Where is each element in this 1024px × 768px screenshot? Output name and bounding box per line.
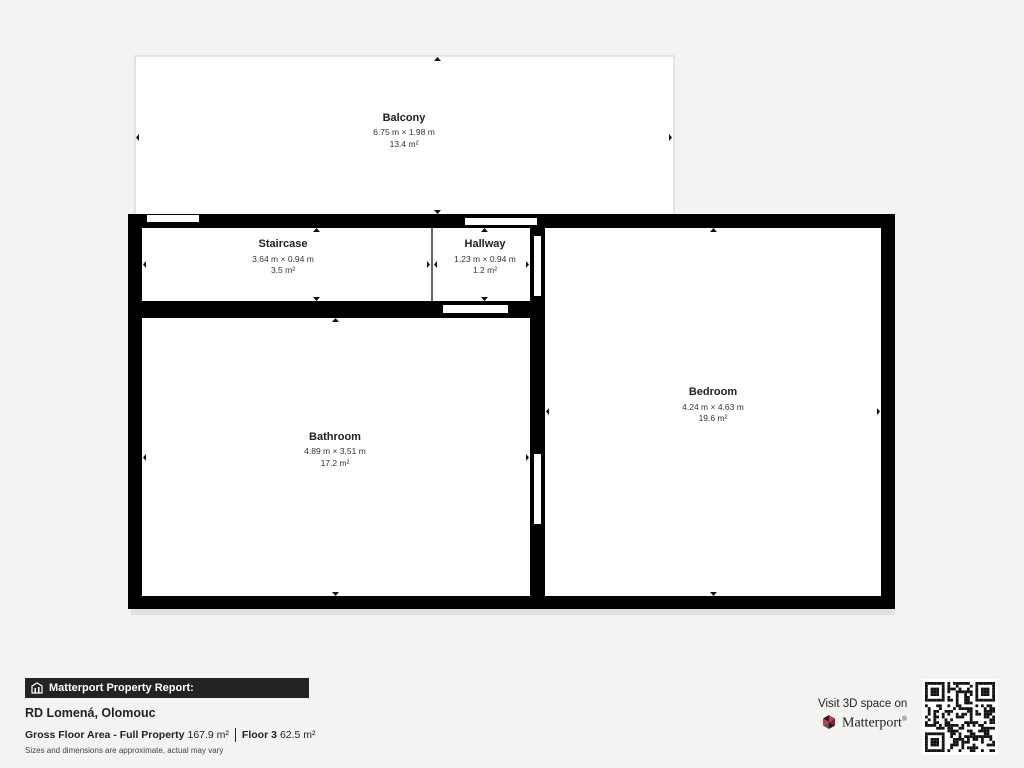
room-bathroom — [142, 318, 530, 596]
room-name: Balcony — [382, 112, 426, 124]
visit-3d-text: Visit 3D space on — [818, 698, 908, 710]
floor-area-summary — [25, 728, 316, 742]
room-dimensions: 4.24 m × 4.63 m — [682, 402, 744, 412]
window-hallway-bathroom — [443, 305, 508, 313]
qr-code-icon — [922, 679, 998, 755]
matterport-logo-icon — [820, 714, 838, 732]
divider — [235, 728, 236, 742]
report-title-bar — [25, 678, 309, 698]
floor-label: Floor 3 — [241, 729, 277, 741]
room-dimensions: 1.23 m × 0.94 m — [454, 254, 516, 264]
qr-code[interactable] — [922, 679, 998, 755]
room-dimensions: 3.64 m × 0.94 m — [252, 254, 314, 264]
window-top-hallway — [465, 218, 537, 225]
room-bedroom — [545, 228, 881, 596]
door-hallway-bedroom — [534, 236, 541, 296]
matterport-wordmark: Matterport® — [842, 714, 908, 731]
room-area: 13.4 m² — [389, 139, 419, 149]
room-dimensions: 6.75 m × 1.98 m — [373, 127, 435, 137]
room-name: Bathroom — [309, 431, 361, 443]
room-name: Staircase — [258, 238, 308, 250]
room-name: Hallway — [464, 238, 506, 250]
report-title: Matterport Property Report: — [49, 682, 194, 694]
room-area: 17.2 m² — [320, 458, 350, 468]
building-icon — [31, 682, 43, 694]
gross-area-label: Gross Floor Area - Full Property — [25, 729, 185, 741]
disclaimer: Sizes and dimensions are approximate, actual may vary — [25, 746, 224, 755]
room-dimensions: 4.89 m × 3.51 m — [304, 446, 366, 456]
room-name: Bedroom — [688, 386, 738, 398]
property-address: RD Lomená, Olomouc — [25, 706, 156, 720]
room-area: 3.5 m² — [270, 265, 296, 275]
matterport-logo[interactable] — [820, 714, 907, 732]
gross-area-value: 167.9 m² — [187, 729, 229, 741]
room-area: 19.6 m² — [698, 413, 728, 423]
window-top-left — [147, 215, 199, 222]
floor-area-value: 62.5 m² — [279, 729, 316, 741]
door-bathroom-bedroom — [534, 454, 541, 524]
room-area: 1.2 m² — [472, 265, 498, 275]
